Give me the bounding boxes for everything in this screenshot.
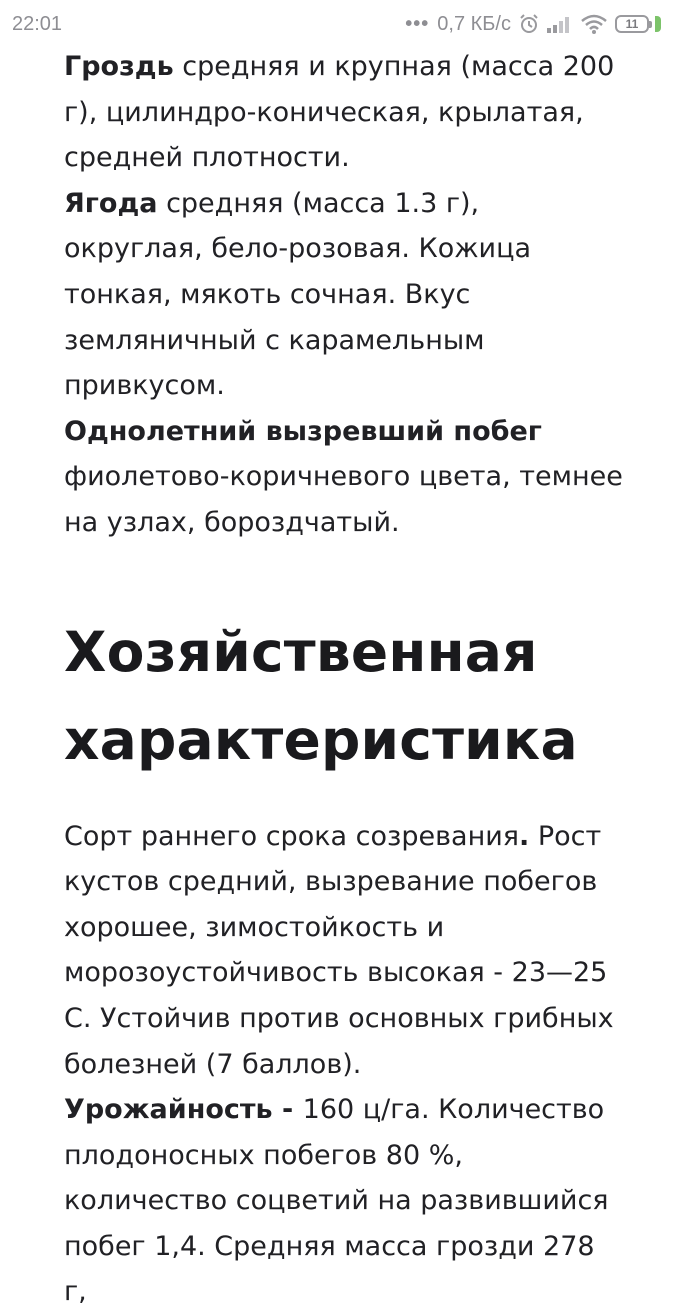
more-dots-icon: ••• (405, 12, 430, 35)
status-time: 22:01 (12, 12, 63, 35)
berry-label: Ягода (64, 187, 158, 219)
article-content (64, 44, 624, 1315)
network-speed: 0,7 КБ/с (437, 12, 511, 35)
battery-charge-indicator (655, 16, 661, 32)
yield-label: Урожайность - (64, 1094, 303, 1126)
section-title: Хозяйственная характеристика (64, 619, 578, 772)
wifi-icon (581, 14, 607, 34)
status-bar (0, 0, 675, 48)
battery-icon (615, 14, 661, 34)
alarm-icon (519, 14, 539, 34)
shoot-label: Однолетний вызревший побег (64, 415, 542, 447)
bunch-label: Гроздь (64, 51, 174, 82)
intro-text-2: Рост кустов средний, вызревание побегов хорошее, зимостойкость и морозоустойчивость высокая - 23—25 С. Устойчив против основных грибных болезней (7 баллов). (64, 820, 614, 1080)
characteristics-paragraph (64, 814, 624, 1315)
battery-level: 11 (615, 15, 649, 33)
intro-dot: . (519, 820, 530, 852)
bunch-text: средняя и крупная (масса 200 г), цилиндро-коническая, крылатая, средней плотности. (64, 51, 615, 174)
intro-text-1: Сорт раннего срока созревания (64, 820, 520, 852)
yield-text: 160 ц/га. Количество плодоносных побегов 80 %, количество соцветий на развившийся побег 1,4. Средняя масса грозди 278 г, (64, 1094, 609, 1308)
shoot-text: фиолетово-коричневого цвета, темнее на узлах, бороздчатый. (64, 461, 623, 538)
description-paragraph (64, 44, 624, 546)
signal-icon (547, 15, 573, 33)
berry-text: средняя (масса 1.3 г), округлая, бело-розовая. Кожица тонкая, мякоть сочная. Вкус земляничный с карамельным привкусом. (64, 187, 532, 402)
status-indicators (405, 13, 661, 36)
